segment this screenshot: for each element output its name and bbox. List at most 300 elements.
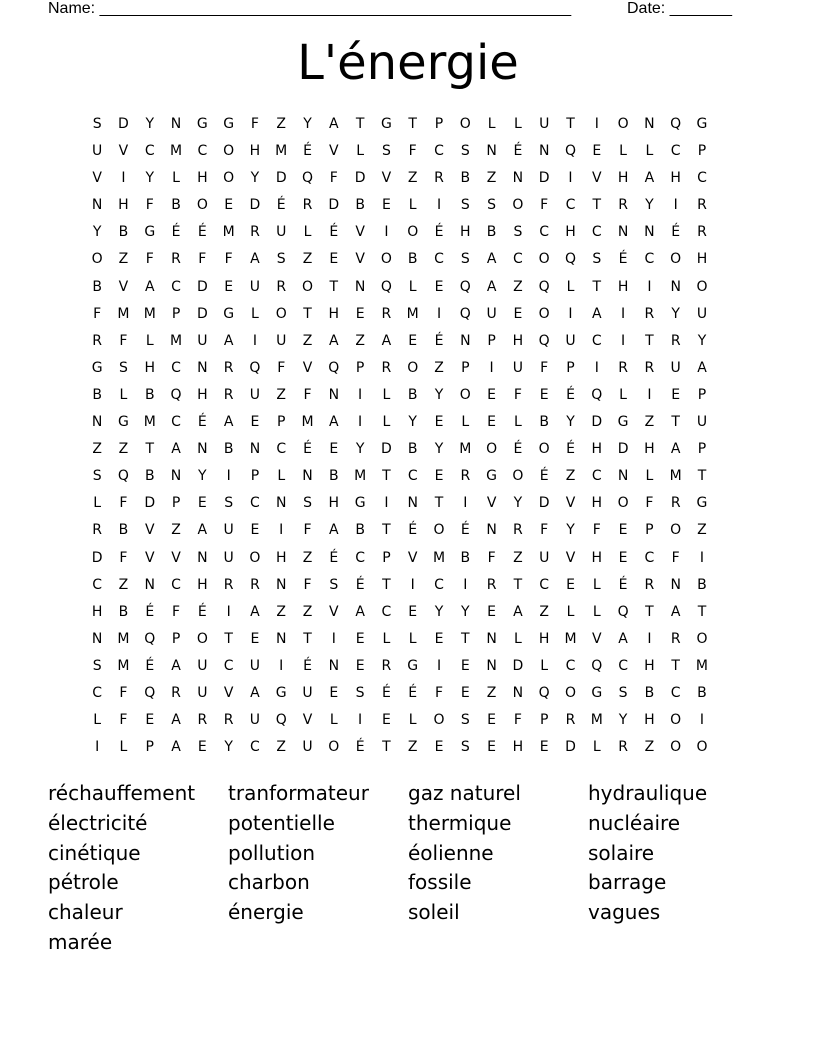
grid-letter[interactable]: O — [617, 495, 629, 512]
grid-letter[interactable]: V — [118, 278, 129, 295]
grid-letter[interactable]: G — [591, 684, 603, 701]
grid-letter[interactable]: O — [564, 684, 576, 701]
grid-letter[interactable]: V — [171, 549, 181, 566]
grid-letter[interactable]: C — [144, 143, 155, 160]
grid-letter[interactable]: Y — [145, 170, 155, 187]
grid-letter[interactable]: P — [145, 739, 154, 756]
grid-letter[interactable]: O — [407, 359, 419, 376]
grid-letter[interactable]: P — [250, 468, 260, 485]
grid-letter[interactable]: H — [644, 441, 655, 458]
grid-letter[interactable]: P — [355, 359, 365, 376]
grid-letter[interactable]: E — [329, 441, 339, 458]
grid-letter[interactable]: C — [381, 603, 392, 620]
grid-letter[interactable]: N — [328, 386, 340, 403]
grid-letter[interactable]: E — [250, 522, 260, 539]
grid-letter[interactable]: V — [355, 224, 365, 241]
grid-letter[interactable]: V — [302, 359, 313, 376]
grid-letter[interactable]: O — [538, 305, 550, 322]
grid-letter[interactable]: E — [460, 657, 470, 674]
grid-letter[interactable]: M — [301, 414, 314, 431]
grid-letter[interactable]: Y — [145, 116, 155, 132]
grid-letter[interactable]: É — [618, 576, 628, 593]
grid-letter[interactable]: D — [196, 305, 208, 322]
grid-letter[interactable]: C — [92, 576, 103, 593]
grid-letter[interactable]: O — [328, 739, 340, 756]
grid-letter[interactable]: R — [197, 712, 208, 729]
grid-letter[interactable]: G — [223, 116, 235, 132]
grid-letter[interactable]: É — [355, 576, 365, 593]
grid-letter[interactable]: R — [565, 712, 576, 729]
grid-letter[interactable]: Q — [249, 359, 261, 376]
grid-letter[interactable]: B — [329, 468, 339, 485]
grid-letter[interactable]: Z — [513, 278, 523, 295]
grid-letter[interactable]: S — [276, 251, 286, 268]
grid-letter[interactable]: C — [276, 441, 287, 458]
grid-letter[interactable]: G — [617, 414, 629, 431]
grid-letter[interactable]: Z — [697, 522, 707, 539]
grid-letter[interactable]: C — [591, 332, 602, 349]
grid-letter[interactable]: É — [197, 603, 207, 620]
grid-letter[interactable]: E — [592, 143, 602, 160]
grid-letter[interactable]: H — [670, 170, 681, 187]
grid-letter[interactable]: P — [697, 441, 707, 458]
grid-letter[interactable]: B — [355, 197, 365, 214]
grid-letter[interactable]: É — [329, 224, 339, 241]
grid-letter[interactable]: E — [460, 684, 470, 701]
grid-letter[interactable]: O — [670, 739, 682, 756]
grid-letter[interactable]: E — [355, 657, 365, 674]
grid-letter[interactable]: G — [696, 116, 708, 132]
grid-letter[interactable]: R — [618, 359, 628, 376]
grid-letter[interactable]: Z — [513, 549, 523, 566]
grid-letter[interactable]: C — [250, 739, 260, 756]
grid-letter[interactable]: M — [354, 468, 367, 485]
grid-letter[interactable]: M — [117, 657, 130, 674]
grid-letter[interactable]: L — [619, 143, 627, 160]
grid-letter[interactable]: H — [512, 332, 524, 349]
grid-letter[interactable]: É — [566, 441, 575, 458]
grid-letter[interactable]: H — [591, 495, 603, 512]
grid-letter[interactable]: O — [249, 549, 261, 566]
grid-letter[interactable]: Z — [276, 739, 287, 756]
grid-letter[interactable]: Y — [92, 224, 102, 241]
grid-letter[interactable]: C — [513, 251, 523, 268]
grid-letter[interactable]: E — [408, 332, 418, 349]
grid-letter[interactable]: L — [382, 414, 391, 431]
grid-letter[interactable]: R — [460, 468, 471, 485]
grid-letter[interactable]: É — [539, 468, 549, 485]
grid-letter[interactable]: G — [486, 468, 498, 485]
grid-letter[interactable]: I — [436, 657, 442, 674]
grid-letter[interactable]: E — [329, 251, 339, 268]
grid-letter[interactable]: E — [355, 305, 365, 322]
grid-letter[interactable]: F — [119, 495, 128, 512]
grid-letter[interactable]: A — [329, 332, 339, 349]
grid-letter[interactable]: O — [275, 305, 287, 322]
grid-letter[interactable]: U — [223, 522, 234, 539]
grid-letter[interactable]: Q — [302, 170, 314, 187]
grid-letter[interactable]: M — [695, 657, 709, 674]
grid-letter[interactable]: Z — [302, 251, 313, 268]
grid-letter[interactable]: É — [408, 684, 418, 701]
grid-letter[interactable]: Z — [355, 332, 365, 349]
grid-letter[interactable]: G — [380, 116, 392, 132]
grid-letter[interactable]: U — [486, 305, 497, 322]
grid-letter[interactable]: S — [92, 116, 102, 132]
grid-letter[interactable]: S — [487, 197, 497, 214]
grid-letter[interactable]: E — [539, 739, 549, 756]
grid-letter[interactable]: R — [644, 305, 655, 322]
grid-letter[interactable]: N — [644, 116, 655, 132]
grid-letter[interactable]: R — [250, 224, 260, 241]
grid-letter[interactable]: I — [279, 657, 284, 674]
grid-letter[interactable]: N — [486, 630, 497, 647]
grid-letter[interactable]: Q — [670, 116, 682, 132]
grid-letter[interactable]: L — [513, 414, 522, 431]
grid-letter[interactable]: C — [197, 143, 208, 160]
grid-letter[interactable]: Q — [591, 386, 603, 403]
grid-letter[interactable]: R — [250, 576, 260, 593]
grid-letter[interactable]: T — [592, 197, 602, 214]
grid-letter[interactable]: Y — [408, 414, 417, 431]
grid-letter[interactable]: L — [277, 468, 286, 485]
grid-letter[interactable]: Y — [434, 386, 444, 403]
grid-letter[interactable]: M — [275, 143, 288, 160]
grid-letter[interactable]: U — [249, 386, 261, 403]
grid-letter[interactable]: T — [645, 332, 654, 349]
grid-letter[interactable]: C — [434, 143, 444, 160]
grid-letter[interactable]: É — [566, 386, 575, 403]
grid-letter[interactable]: U — [539, 116, 550, 132]
grid-letter[interactable]: I — [226, 468, 231, 485]
grid-letter[interactable]: E — [197, 739, 207, 756]
grid-letter[interactable]: N — [91, 414, 103, 431]
grid-letter[interactable]: É — [408, 522, 418, 539]
grid-letter[interactable]: S — [329, 576, 339, 593]
grid-letter[interactable]: B — [460, 549, 471, 566]
grid-letter[interactable]: O — [380, 251, 392, 268]
grid-letter[interactable]: R — [223, 712, 234, 729]
grid-letter[interactable]: I — [358, 386, 363, 403]
grid-letter[interactable]: U — [249, 278, 261, 295]
grid-letter[interactable]: L — [408, 278, 417, 295]
grid-letter[interactable]: O — [512, 468, 524, 485]
grid-letter[interactable]: A — [171, 441, 181, 458]
grid-letter[interactable]: M — [143, 414, 156, 431]
grid-letter[interactable]: M — [143, 305, 156, 322]
grid-letter[interactable]: Q — [117, 468, 129, 485]
grid-letter[interactable]: E — [434, 468, 444, 485]
grid-letter[interactable]: N — [617, 468, 629, 485]
grid-letter[interactable]: L — [408, 197, 417, 214]
grid-letter[interactable]: A — [250, 603, 260, 620]
grid-letter[interactable]: E — [671, 386, 681, 403]
grid-letter[interactable]: F — [303, 522, 312, 539]
grid-letter[interactable]: H — [512, 739, 524, 756]
grid-letter[interactable]: E — [487, 603, 497, 620]
grid-letter[interactable]: É — [434, 224, 444, 241]
grid-letter[interactable]: L — [93, 712, 102, 729]
grid-letter[interactable]: Y — [434, 441, 444, 458]
grid-letter[interactable]: N — [486, 143, 497, 160]
grid-letter[interactable]: É — [329, 549, 339, 566]
grid-letter[interactable]: L — [408, 712, 417, 729]
grid-letter[interactable]: O — [196, 197, 208, 214]
grid-letter[interactable]: C — [565, 197, 576, 214]
grid-letter[interactable]: V — [329, 603, 339, 620]
grid-letter[interactable]: A — [329, 522, 339, 539]
grid-letter[interactable]: F — [303, 576, 312, 593]
grid-letter[interactable]: E — [566, 576, 575, 593]
grid-letter[interactable]: É — [513, 441, 523, 458]
grid-letter[interactable]: F — [487, 549, 496, 566]
grid-letter[interactable]: Y — [461, 603, 470, 620]
grid-letter[interactable]: G — [118, 414, 129, 431]
grid-letter[interactable]: L — [645, 468, 654, 485]
grid-letter[interactable]: O — [433, 712, 445, 729]
grid-letter[interactable]: I — [463, 495, 468, 512]
grid-letter[interactable]: C — [539, 576, 550, 593]
grid-letter[interactable]: O — [223, 143, 235, 160]
grid-letter[interactable]: Z — [407, 170, 418, 187]
grid-letter[interactable]: H — [328, 495, 340, 512]
grid-letter[interactable]: H — [591, 441, 603, 458]
grid-letter[interactable]: E — [487, 739, 497, 756]
grid-letter[interactable]: R — [92, 332, 103, 349]
grid-letter[interactable]: P — [645, 522, 654, 539]
grid-letter[interactable]: R — [434, 170, 444, 187]
grid-letter[interactable]: V — [592, 630, 602, 647]
grid-letter[interactable]: Y — [303, 116, 312, 132]
grid-letter[interactable]: S — [460, 197, 470, 214]
grid-letter[interactable]: C — [539, 224, 550, 241]
grid-letter[interactable]: H — [538, 630, 550, 647]
grid-letter[interactable]: C — [434, 251, 444, 268]
grid-letter[interactable]: Z — [276, 116, 287, 132]
grid-letter[interactable]: R — [670, 495, 681, 512]
grid-letter[interactable]: U — [249, 657, 261, 674]
grid-letter[interactable]: M — [169, 332, 183, 349]
grid-letter[interactable]: O — [459, 386, 471, 403]
grid-letter[interactable]: H — [328, 305, 340, 322]
grid-letter[interactable]: L — [592, 739, 601, 756]
grid-letter[interactable]: I — [436, 197, 442, 214]
grid-letter[interactable]: N — [170, 116, 182, 132]
grid-letter[interactable]: Q — [591, 657, 603, 674]
grid-letter[interactable]: T — [671, 414, 680, 431]
grid-letter[interactable]: É — [303, 441, 312, 458]
grid-letter[interactable]: R — [92, 522, 103, 539]
date-field-label[interactable]: Date: _______ — [627, 0, 732, 17]
grid-letter[interactable]: I — [647, 386, 652, 403]
grid-letter[interactable]: T — [461, 630, 470, 647]
grid-letter[interactable]: I — [384, 495, 389, 512]
grid-letter[interactable]: O — [670, 712, 682, 729]
grid-letter[interactable]: E — [487, 386, 497, 403]
grid-letter[interactable]: C — [670, 143, 681, 160]
grid-letter[interactable]: L — [487, 116, 496, 132]
grid-letter[interactable]: É — [355, 739, 365, 756]
grid-letter[interactable]: I — [436, 305, 442, 322]
grid-letter[interactable]: Q — [328, 359, 340, 376]
grid-letter[interactable]: N — [197, 441, 208, 458]
grid-letter[interactable]: L — [145, 332, 154, 349]
grid-letter[interactable]: Z — [644, 414, 655, 431]
grid-letter[interactable]: U — [197, 332, 208, 349]
grid-letter[interactable]: Z — [407, 739, 418, 756]
grid-letter[interactable]: D — [354, 170, 366, 187]
grid-letter[interactable]: É — [145, 657, 155, 674]
grid-letter[interactable]: A — [223, 414, 234, 431]
grid-letter[interactable]: E — [408, 603, 418, 620]
grid-letter[interactable]: C — [407, 468, 418, 485]
grid-letter[interactable]: S — [460, 739, 470, 756]
grid-letter[interactable]: Q — [617, 603, 629, 620]
grid-letter[interactable]: H — [197, 170, 208, 187]
grid-letter[interactable]: E — [355, 630, 365, 647]
grid-letter[interactable]: E — [487, 414, 497, 431]
grid-letter[interactable]: E — [329, 684, 339, 701]
grid-letter[interactable]: T — [566, 116, 575, 132]
grid-letter[interactable]: F — [645, 495, 654, 512]
grid-letter[interactable]: O — [617, 116, 629, 132]
grid-letter[interactable]: P — [434, 116, 444, 132]
grid-letter[interactable]: R — [223, 386, 234, 403]
grid-letter[interactable]: U — [670, 359, 681, 376]
grid-letter[interactable]: Z — [276, 386, 287, 403]
grid-letter[interactable]: G — [144, 224, 156, 241]
grid-letter[interactable]: É — [303, 657, 312, 674]
grid-letter[interactable]: B — [118, 224, 129, 241]
grid-letter[interactable]: H — [91, 603, 103, 620]
grid-letter[interactable]: I — [594, 116, 599, 132]
grid-letter[interactable]: M — [406, 305, 419, 322]
grid-letter[interactable]: M — [117, 305, 130, 322]
grid-letter[interactable]: U — [302, 739, 313, 756]
grid-letter[interactable]: D — [249, 197, 261, 214]
grid-letter[interactable]: N — [538, 143, 550, 160]
grid-letter[interactable]: R — [381, 359, 392, 376]
grid-letter[interactable]: T — [382, 739, 391, 756]
grid-letter[interactable]: I — [358, 712, 363, 729]
grid-letter[interactable]: S — [513, 224, 523, 241]
grid-letter[interactable]: N — [197, 549, 208, 566]
grid-letter[interactable]: V — [381, 170, 392, 187]
grid-letter[interactable]: É — [513, 143, 523, 160]
grid-letter[interactable]: Z — [276, 603, 287, 620]
grid-letter[interactable]: A — [171, 739, 181, 756]
grid-letter[interactable]: B — [407, 386, 418, 403]
grid-letter[interactable]: D — [381, 441, 392, 458]
grid-letter[interactable]: U — [92, 143, 103, 160]
grid-letter[interactable]: I — [358, 414, 363, 431]
grid-letter[interactable]: G — [91, 359, 103, 376]
grid-letter[interactable]: L — [566, 603, 575, 620]
grid-letter[interactable]: C — [644, 251, 655, 268]
grid-letter[interactable]: N — [249, 441, 261, 458]
grid-letter[interactable]: B — [407, 251, 418, 268]
grid-letter[interactable]: L — [461, 414, 470, 431]
grid-letter[interactable]: R — [171, 684, 181, 701]
grid-letter[interactable]: B — [697, 684, 707, 701]
grid-letter[interactable]: C — [171, 359, 181, 376]
grid-letter[interactable]: E — [434, 739, 444, 756]
grid-letter[interactable]: O — [91, 251, 103, 268]
grid-letter[interactable]: U — [197, 657, 208, 674]
grid-letter[interactable]: I — [463, 576, 468, 593]
grid-letter[interactable]: F — [172, 603, 181, 620]
grid-letter[interactable]: É — [276, 197, 286, 214]
grid-letter[interactable]: P — [487, 332, 496, 349]
grid-letter[interactable]: C — [434, 576, 444, 593]
grid-letter[interactable]: A — [697, 359, 707, 376]
grid-letter[interactable]: É — [197, 414, 207, 431]
grid-letter[interactable]: B — [407, 441, 418, 458]
grid-letter[interactable]: Z — [539, 603, 549, 620]
grid-letter[interactable]: F — [224, 251, 233, 268]
grid-letter[interactable]: Y — [566, 414, 575, 431]
grid-letter[interactable]: N — [144, 576, 155, 593]
grid-letter[interactable]: S — [460, 143, 470, 160]
grid-letter[interactable]: T — [434, 495, 444, 512]
grid-letter[interactable]: Y — [645, 197, 654, 214]
grid-letter[interactable]: B — [118, 603, 129, 620]
grid-letter[interactable]: Q — [538, 332, 550, 349]
grid-letter[interactable]: F — [119, 549, 128, 566]
grid-letter[interactable]: A — [250, 684, 260, 701]
grid-letter[interactable]: Z — [171, 522, 181, 539]
grid-letter[interactable]: T — [408, 116, 417, 132]
grid-letter[interactable]: D — [512, 657, 524, 674]
grid-letter[interactable]: N — [512, 684, 524, 701]
grid-letter[interactable]: R — [171, 251, 181, 268]
grid-letter[interactable]: H — [644, 657, 655, 674]
grid-letter[interactable]: T — [355, 116, 365, 132]
grid-letter[interactable]: É — [303, 143, 312, 160]
grid-letter[interactable]: A — [223, 332, 234, 349]
grid-letter[interactable]: M — [669, 468, 682, 485]
grid-letter[interactable]: P — [461, 359, 470, 376]
grid-letter[interactable]: C — [171, 278, 181, 295]
grid-letter[interactable]: C — [565, 657, 576, 674]
grid-letter[interactable]: N — [617, 224, 629, 241]
grid-letter[interactable]: V — [223, 684, 234, 701]
grid-letter[interactable]: I — [121, 170, 126, 187]
grid-letter[interactable]: V — [92, 170, 102, 187]
grid-letter[interactable]: S — [592, 251, 602, 268]
grid-letter[interactable]: D — [118, 116, 129, 132]
grid-letter[interactable]: F — [119, 332, 128, 349]
grid-letter[interactable]: E — [618, 549, 628, 566]
grid-letter[interactable]: R — [486, 576, 497, 593]
grid-letter[interactable]: I — [95, 739, 100, 756]
grid-letter[interactable]: B — [486, 224, 497, 241]
grid-letter[interactable]: O — [486, 441, 498, 458]
grid-letter[interactable]: O — [696, 630, 708, 647]
grid-letter[interactable]: H — [591, 549, 603, 566]
grid-letter[interactable]: I — [647, 630, 652, 647]
grid-letter[interactable]: F — [540, 359, 549, 376]
grid-letter[interactable]: V — [144, 549, 155, 566]
grid-letter[interactable]: I — [699, 549, 705, 566]
grid-letter[interactable]: E — [434, 414, 444, 431]
grid-letter[interactable]: N — [354, 278, 366, 295]
grid-letter[interactable]: H — [460, 224, 471, 241]
grid-letter[interactable]: N — [486, 522, 497, 539]
grid-letter[interactable]: A — [381, 332, 392, 349]
grid-letter[interactable]: Y — [198, 468, 207, 485]
grid-letter[interactable]: A — [329, 116, 339, 132]
